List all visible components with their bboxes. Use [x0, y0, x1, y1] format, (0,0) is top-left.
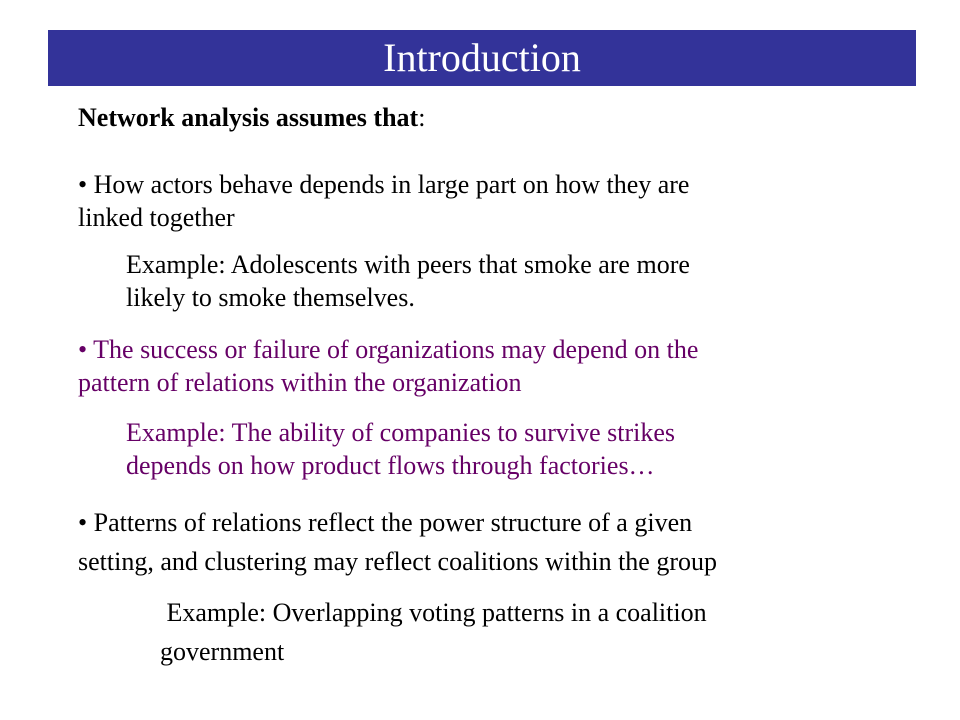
bullet-glyph: • [78, 170, 88, 199]
example-line: depends on how product flows through factories… [126, 451, 655, 480]
bullet-point-1 [78, 168, 689, 234]
example-line: government [160, 637, 285, 666]
heading-bold-text: Network analysis assumes that [78, 103, 419, 132]
bullet-line [78, 168, 689, 201]
example-line: likely to smoke themselves. [126, 283, 415, 312]
bullet-text: How actors behave depends in large part on how they are [93, 170, 690, 199]
title-bar [48, 30, 916, 86]
example-line: Example: Overlapping voting patterns in a coalition [160, 598, 707, 627]
slide-title: Introduction [383, 35, 581, 80]
bullet-point-2 [78, 333, 698, 399]
heading-colon: : [418, 103, 426, 132]
bullet-line: linked together [78, 203, 235, 232]
bullet-line: pattern of relations within the organization [78, 368, 522, 397]
example-line: Example: Adolescents with peers that smoke are more [126, 250, 690, 279]
example-2 [126, 416, 675, 482]
example-line: Example: The ability of companies to survive strikes [126, 418, 676, 447]
bullet-glyph: • [78, 335, 88, 364]
example-1 [126, 248, 690, 314]
bullet-line [78, 333, 698, 366]
bullet-glyph: • [78, 508, 88, 537]
example-3 [160, 593, 707, 671]
bullet-point-3 [78, 503, 717, 581]
bullet-line: setting, and clustering may reflect coalitions within the group [78, 547, 718, 576]
bullet-text: The success or failure of organizations may depend on the [93, 335, 699, 364]
bullet-line [78, 503, 717, 542]
bullet-text: Patterns of relations reflect the power structure of a given [93, 508, 693, 537]
slide-heading [78, 102, 425, 134]
